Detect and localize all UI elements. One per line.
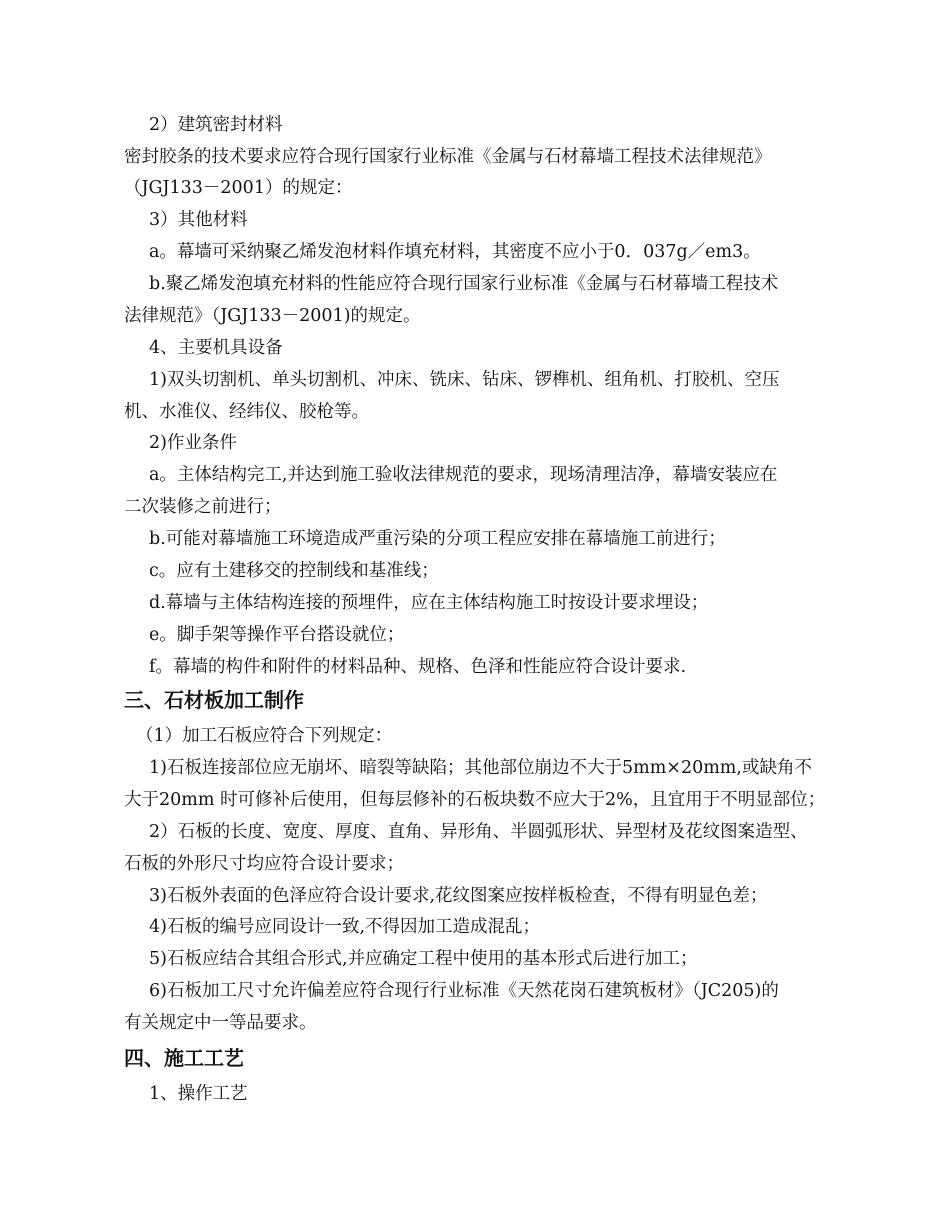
paragraph-line: 机、水准仪、经纬仪、胶枪等。 (124, 402, 369, 422)
paragraph-line: d.幕墙与主体结构连接的预埋件，应在主体结构施工时按设计要求埋设； (149, 593, 709, 613)
section-heading: 三、石材板加工制作 (124, 688, 304, 712)
paragraph-line: 法律规范》（JGJ133－2001)的规定。 (124, 306, 421, 326)
subsection-equipment: 4、主要机具设备 (149, 338, 283, 358)
paragraph-line: 1)双头切割机、单头切割机、冲床、铣床、钻床、锣榫机、组角机、打胶机、空压 (149, 370, 780, 390)
paragraph-line: （JGJ133－2001）的规定： (124, 178, 353, 198)
paragraph-line: 1)石板连接部位应无崩坏、暗裂等缺陷；其他部位崩边不大于5mm×20mm,或缺角不 (149, 758, 812, 778)
paragraph-line: f。幕墙的构件和附件的材料品种、规格、色泽和性能应符合设计要求. (149, 657, 687, 677)
paragraph-line: 大于20mm 时可修补后使用，但每层修补的石板块数不应大于2%，且宜用于不明显部位； (124, 790, 826, 810)
paragraph-line: 二次装修之前进行； (124, 497, 282, 517)
paragraph-line: 2）石板的长度、宽度、厚度、直角、异形角、半圆弧形状、异型材及花纹图案造型、 (149, 822, 808, 842)
paragraph-line: 3)石板外表面的色泽应符合设计要求,花纹图案应按样板检查，不得有明显色差； (149, 886, 768, 906)
section-heading: 四、施工工艺 (124, 1046, 244, 1070)
paragraph-line: 密封胶条的技术要求应符合现行国家行业标准《金属与石材幕墙工程技术法律规范》 (124, 147, 772, 167)
paragraph-line: 有关规定中一等品要求。 (124, 1013, 317, 1033)
paragraph-line: 5)石板应结合其组合形式,并应确定工程中使用的基本形式后进行加工； (149, 949, 698, 969)
subsection-work-conditions: 2)作业条件 (149, 433, 237, 453)
paragraph-line: 4)石板的编号应同设计一致,不得因加工造成混乱； (149, 917, 541, 937)
paragraph-line: （1）加工石板应符合下列规定： (136, 726, 393, 746)
subsection-sealing-material: 2）建筑密封材料 (149, 115, 283, 135)
paragraph-line: 石板的外形尺寸均应符合设计要求； (124, 854, 404, 874)
subsection-operation-process: 1、操作工艺 (149, 1084, 248, 1104)
paragraph-line: e。脚手架等操作平台搭设就位； (149, 625, 405, 645)
paragraph-line: a。幕墙可采纳聚乙烯发泡材料作填充材料，其密度不应小于0．037g／em3。 (149, 242, 761, 262)
subsection-other-materials: 3）其他材料 (149, 210, 248, 230)
paragraph-line: 6)石板加工尺寸允许偏差应符合现行行业标准《天然花岗石建筑板材》（JC205)的 (149, 981, 779, 1001)
paragraph-line: b.聚乙烯发泡填充材料的性能应符合现行国家行业标准《金属与石材幕墙工程技术 (149, 274, 779, 294)
paragraph-line: c。应有土建移交的控制线和基准线； (149, 561, 439, 581)
paragraph-line: b.可能对幕墙施工环境造成严重污染的分项工程应安排在幕墙施工前进行； (149, 529, 726, 549)
paragraph-line: a。主体结构完工,并达到施工验收法律规范的要求，现场清理洁净，幕墙安装应在 (149, 465, 778, 485)
